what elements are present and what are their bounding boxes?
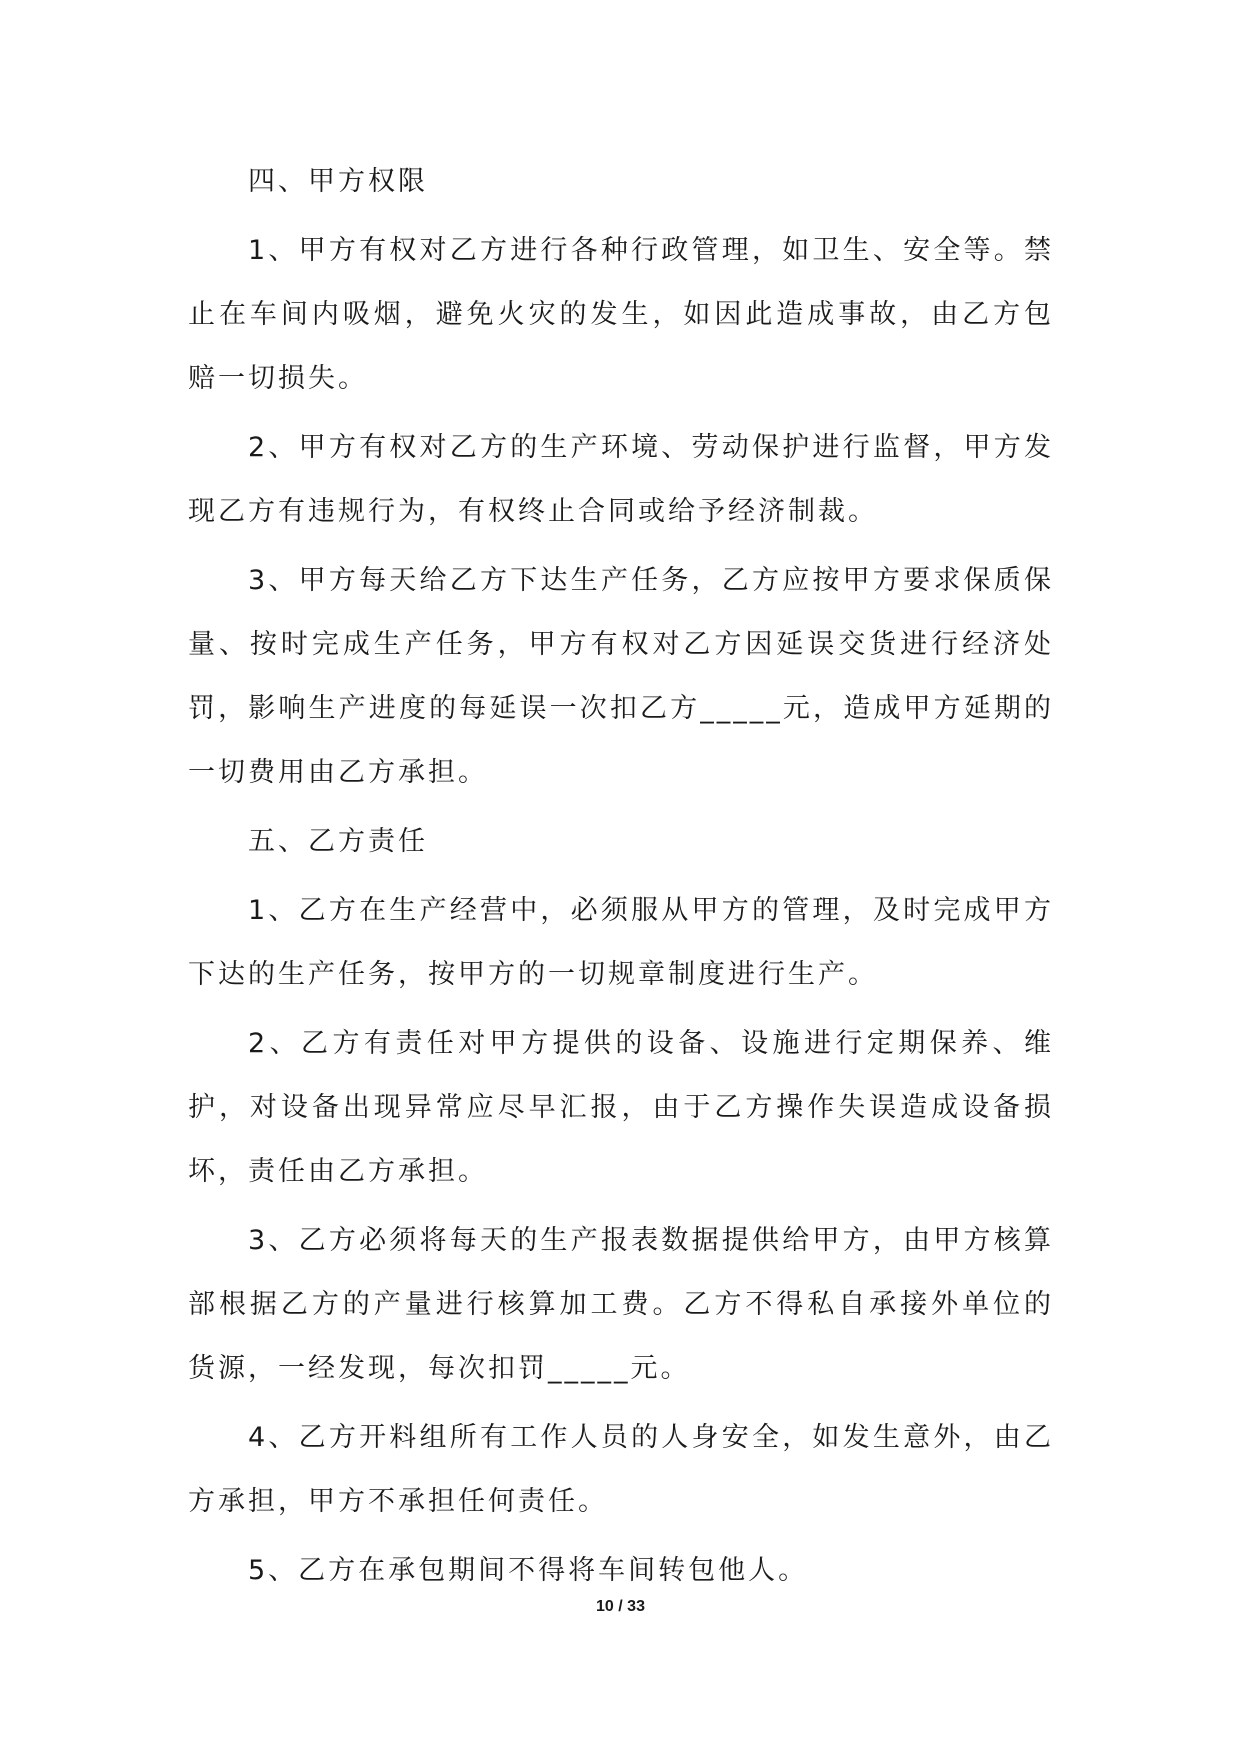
- paragraph: 1、乙方在生产经营中，必须服从甲方的管理，及时完成甲方下达的生产任务，按甲方的一切规章制度进行生产。: [188, 895, 1054, 990]
- paragraph: 5、乙方在承包期间不得将车间转包他人。: [248, 1555, 809, 1586]
- paragraph: 2、甲方有权对乙方的生产环境、劳动保护进行监督，甲方发现乙方有违规行为，有权终止合同或给予经济制裁。: [188, 432, 1054, 527]
- paragraph: 1、甲方有权对乙方进行各种行政管理，如卫生、安全等。禁止在车间内吸烟，避免火灾的发生，如因此造成事故，由乙方包赔一切损失。: [188, 235, 1054, 394]
- paragraph: 2、乙方有责任对甲方提供的设备、设施进行定期保养、维护，对设备出现异常应尽早汇报，由于乙方操作失误造成设备损坏，责任由乙方承担。: [188, 1028, 1054, 1187]
- page-number: 10 / 33: [596, 1598, 645, 1615]
- paragraph: 3、甲方每天给乙方下达生产任务，乙方应按甲方要求保质保量、按时完成生产任务，甲方有权对乙方因延误交货进行经济处罚，影响生产进度的每延误一次扣乙方_____元，造成甲方延期的一切费用由乙方承担。: [188, 565, 1054, 788]
- paragraph: 4、乙方开料组所有工作人员的人身安全，如发生意外，由乙方承担，甲方不承担任何责任。: [188, 1422, 1054, 1517]
- section-heading-party-a-rights: 四、甲方权限: [248, 166, 428, 197]
- section-heading-party-b-duties: 五、乙方责任: [248, 826, 428, 857]
- paragraph: 3、乙方必须将每天的生产报表数据提供给甲方，由甲方核算部根据乙方的产量进行核算加工费。乙方不得私自承接外单位的货源，一经发现，每次扣罚_____元。: [188, 1225, 1054, 1384]
- document-body: [188, 150, 1054, 1608]
